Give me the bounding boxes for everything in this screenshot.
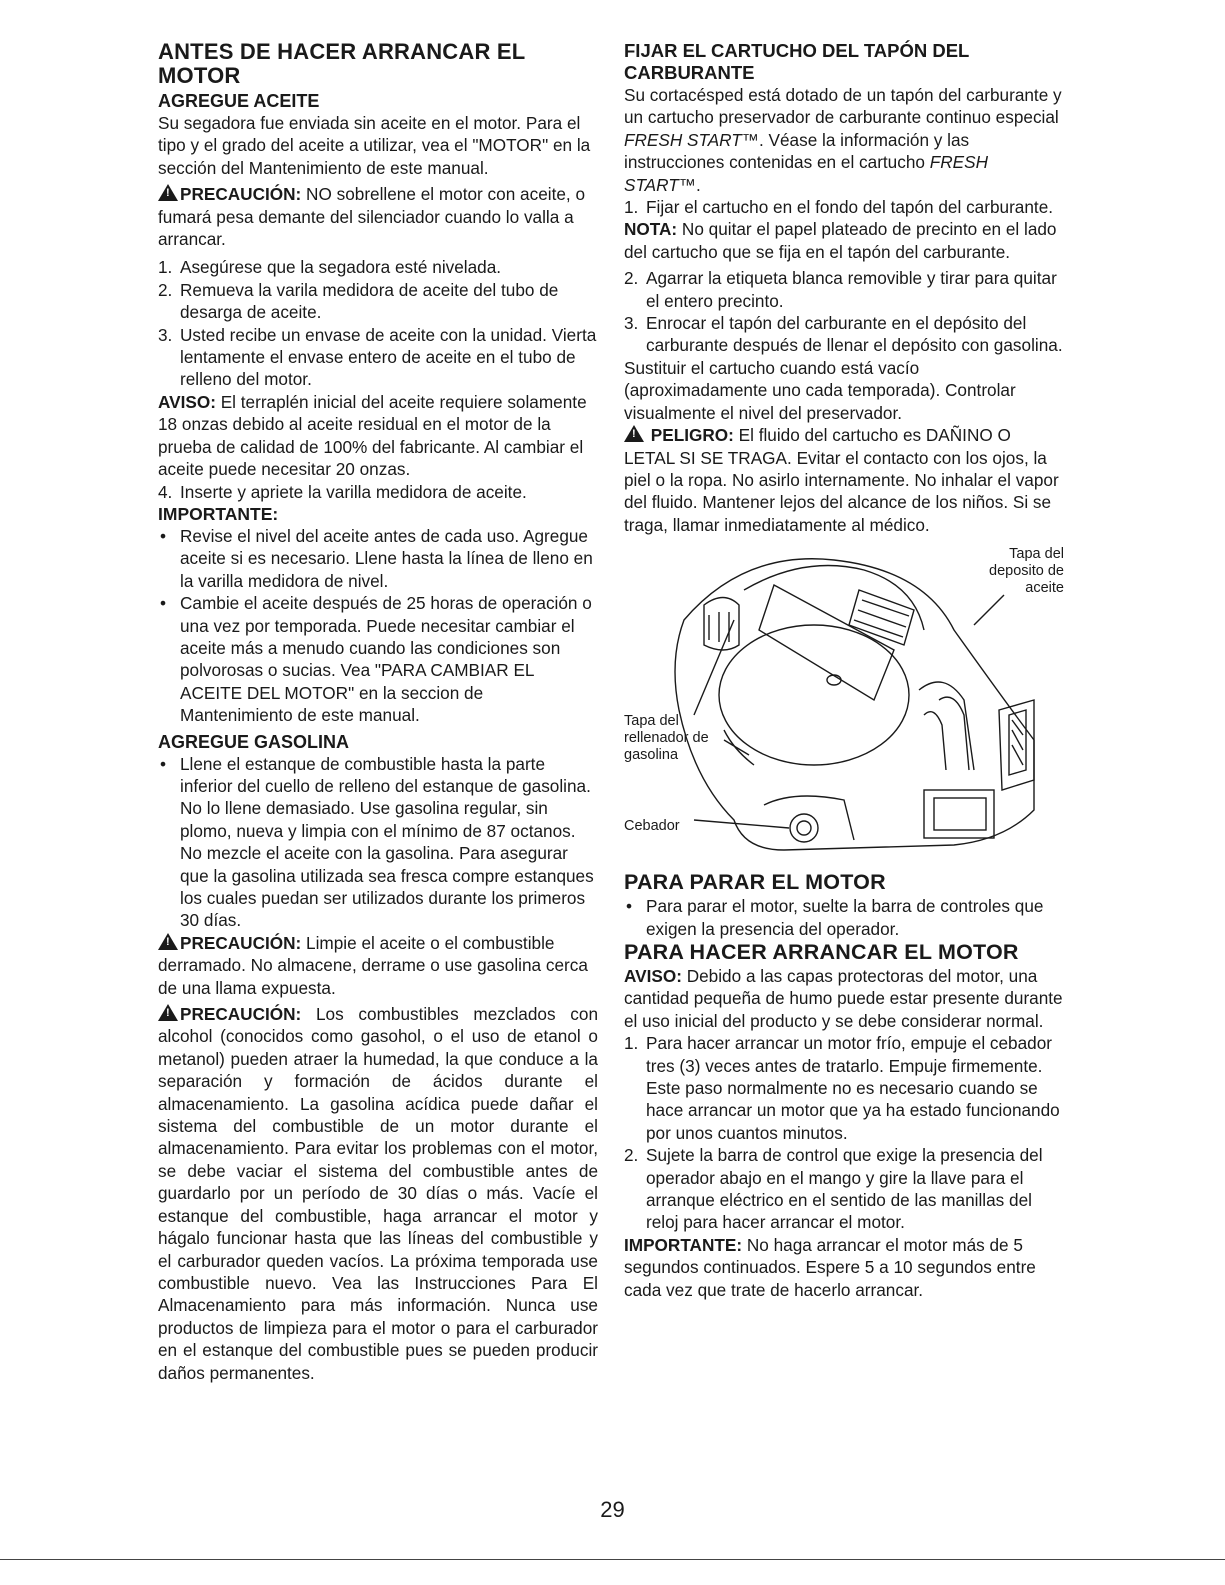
aviso-start xyxy=(624,965,1064,1032)
bullet-item xyxy=(624,895,1064,940)
section-title-before-start: ANTES DE HACER ARRANCAR EL MOTOR xyxy=(158,39,525,88)
important-label: IMPORTANTE: xyxy=(624,1234,743,1255)
step-text: Agarrar la etiqueta blanca removible y tirar para quitar el entero precinto. xyxy=(646,268,1057,311)
label-oil-cap: Tapa del deposito de aceite xyxy=(989,546,1064,597)
danger-label: PELIGRO: xyxy=(650,425,734,446)
important-start xyxy=(624,1234,1064,1301)
step-text: Sujete la barra de control que exige la presencia del operador abajo en el mango y gire la llave para el arranque eléctrico en el sentido de las manillas del reloj para hacer arrancar el motor. xyxy=(646,1145,1043,1233)
warning-icon xyxy=(158,933,178,950)
brand-name: FRESH START™ xyxy=(624,152,988,195)
engine-figure xyxy=(624,546,1064,860)
step-number: 3. xyxy=(158,324,173,345)
step-number: 4. xyxy=(158,481,173,502)
heading-add-oil: AGREGUE ACEITE xyxy=(158,91,320,111)
step-number: 1. xyxy=(158,257,173,278)
step-text: Asegúrese que la segadora esté nivelada. xyxy=(180,257,502,278)
list-item xyxy=(624,1032,1064,1144)
step-number: 3. xyxy=(624,313,639,334)
danger-text: El fluido del cartucho es DAÑINO O LETAL SI SE TRAGA. Evitar el contacto con los ojos, la piel o la ropa. No asirlo internamente. No inhalar el vapor del fluido. Mantener lejos del alcance de los niños. Si se traga, llamar inmediatamente al médico. xyxy=(624,425,1059,535)
page-number: 29 xyxy=(600,1497,625,1522)
brand-name: FRESH START™ xyxy=(624,129,759,150)
list-item xyxy=(158,279,598,324)
step-text: Inserte y apriete la varilla medidora de aceite. xyxy=(180,481,527,502)
replace-cartridge-text: Sustituir el cartucho cuando está vacío (aproximadamente uno cada temporada). Controlar visualmente el nivel del preservador. xyxy=(624,357,1016,423)
list-item xyxy=(158,481,598,503)
bullet-icon: • xyxy=(160,525,167,546)
list-item xyxy=(624,312,1064,357)
aviso-label: AVISO: xyxy=(624,965,682,986)
left-column xyxy=(158,40,598,1384)
step-text: Remueva la varila medidora de aceite del tubo de desarga de aceite. xyxy=(180,279,559,323)
bullet-text: Llene el estanque de combustible hasta la parte inferior del cuello de relleno del estanque de gasolina. No lo llene demasiado. Use gasolina regular, sin plomo, nueva y limpia con el mínimo de 87 octanos. No mezcle el aceite con la gasolina. Para asegurar que la gasolina utilizada sea fresca compre estanques los cuales puedan ser utilizados durante los primeros 30 días. xyxy=(180,753,594,931)
list-item xyxy=(624,267,1064,312)
nota-label: NOTA: xyxy=(624,219,678,240)
cartridge-intro xyxy=(624,84,1064,196)
caution-label: PRECAUCIÓN: xyxy=(180,932,302,953)
aviso-oil xyxy=(158,391,598,481)
step-number: 1. xyxy=(624,1033,639,1054)
step-number: 2. xyxy=(624,268,639,289)
bottom-divider xyxy=(0,1559,1225,1560)
heading-start-engine: PARA HACER ARRANCAR EL MOTOR xyxy=(624,939,1019,964)
bullet-icon: • xyxy=(626,896,633,917)
caution-text: Limpie el aceite o el combustible derramado. No almacene, derrame o use gasolina cerca de una llama expuesta. xyxy=(158,932,588,998)
step-text: Enrocar el tapón del carburante en el depósito del carburante después de llenar el depósito con gasolina. xyxy=(646,313,1063,356)
heading-fuel-cap-cartridge: FIJAR EL CARTUCHO DEL TAPÓN DEL CARBURANTE xyxy=(624,40,970,83)
list-item xyxy=(624,196,1064,218)
bullet-icon: • xyxy=(160,593,167,614)
intro-text: . Véase la información y las instrucciones contenidas en el cartucho xyxy=(624,129,970,173)
bullet-text: Revise el nivel del aceite antes de cada uso. Agregue aceite si es necesario. Llene hasta la línea de lleno en la varilla medidora de nivel. xyxy=(180,525,593,591)
step-number: 1. xyxy=(624,197,639,218)
step-number: 2. xyxy=(624,1145,639,1166)
heading-stop-engine: PARA PARAR EL MOTOR xyxy=(624,870,886,895)
step-text: Para hacer arrancar un motor frío, empuje el cebador tres (3) veces antes de tratarlo. Empuje firmemente. Este paso normalmente no es necesario cuando se hace arrancar un motor que ya ha estado funcionando por unos cuantos minutos. xyxy=(646,1033,1060,1143)
nota xyxy=(624,218,1064,263)
list-item xyxy=(158,256,598,278)
danger-warning xyxy=(624,424,1064,536)
label-fuel-cap: Tapa del rellenador de gasolina xyxy=(624,713,709,764)
heading-add-gas: AGREGUE GASOLINA xyxy=(158,731,350,752)
oil-intro: Su segadora fue enviada sin aceite en el motor. Para el tipo y el grado del aceite a utilizar, vea el "MOTOR" en la sección del Mantenimiento de este manual. xyxy=(158,113,591,178)
caution-text: Los combustibles mezclados con alcohol (conocidos como gasohol, o el uso de etanol o metanol) pueden atraer la humedad, la que conduce a la separación y formación de ácidos durante el almacenamiento. La gasolina acídica puede dañar el sistema del combustible de un motor durante el almacenamiento. Para evitar los problemas con el motor, se debe vaciar el sistema del combustible antes de guardarlo por un período de 30 días o más. Vacíe el estanque del combustible, haga arrancar el motor y hágalo funcionar hasta que las líneas del combustible y el carburador queden vacíos. La próxima temporada use combustible nuevo. Vea las Instrucciones Para El Almacenamiento para más información. Nunca use productos de limpieza para el motor o para el carburador en el estanque del combustible pues se pueden producir daños permanentes. xyxy=(158,1004,598,1383)
warning-icon xyxy=(158,1004,178,1021)
aviso-label: AVISO: xyxy=(158,391,216,412)
step-number: 2. xyxy=(158,279,173,300)
caution-label: PRECAUCIÓN: xyxy=(180,1004,302,1025)
warning-icon xyxy=(624,425,644,442)
bullet-text: Cambie el aceite después de 25 horas de operación o una vez por temporada. Puede necesitar cambiar el aceite más a menudo cuando las condiciones son polvorosas o sucias. Vea "PARA CAMBIAR EL ACEITE DEL MOTOR" en la seccion de Mantenimiento de este manual. xyxy=(180,593,592,726)
list-item xyxy=(158,324,598,391)
right-column xyxy=(624,40,1064,1301)
bullet-item xyxy=(158,592,598,726)
step-text: Fijar el cartucho en el fondo del tapón del carburante. xyxy=(646,197,1054,218)
aviso-text: El terraplén inicial del aceite requiere solamente 18 onzas debido al aceite residual en el motor de la prueba de calidad de 100% del fabricante. Al cambiar el aceite puede necesitar 20 onzas. xyxy=(158,391,587,480)
caution-label: PRECAUCIÓN: xyxy=(180,184,302,205)
label-primer: Cebador xyxy=(624,818,680,835)
caution-overfill xyxy=(158,183,598,250)
warning-icon xyxy=(158,184,178,201)
intro-text: . xyxy=(695,174,701,195)
bullet-text: Para parar el motor, suelte la barra de controles que exigen la presencia del operador. xyxy=(646,896,1044,939)
aviso-text: Debido a las capas protectoras del motor, una cantidad pequeña de humo puede estar presente durante el uso inicial del producto y se debe considerar normal. xyxy=(624,965,1063,1031)
intro-text: Su cortacésped está dotado de un tapón del carburante y un cartucho preservador de carburante continuo especial xyxy=(624,85,1062,128)
important-label: IMPORTANTE: xyxy=(158,503,279,524)
bullet-item xyxy=(158,753,598,932)
caution-spill xyxy=(158,932,598,999)
nota-text: No quitar el papel plateado de precinto en el lado del cartucho que se fija en el tapón del carburante. xyxy=(624,219,1057,262)
list-item xyxy=(624,1144,1064,1234)
important-text: No haga arrancar el motor más de 5 segundos continuados. Espere 5 a 10 segundos entre cada vez que trate de hacerlo arrancar. xyxy=(624,1234,1036,1300)
bullet-item xyxy=(158,525,598,592)
caution-text: NO sobrellene el motor con aceite, o fumará pesa demante del silenciador cuando lo valla a arrancar. xyxy=(158,184,586,250)
caution-alcohol-fuel xyxy=(158,1003,598,1384)
bullet-icon: • xyxy=(160,753,167,774)
step-text: Usted recibe un envase de aceite con la unidad. Vierta lentamente el envase entero de aceite en el tubo de relleno del motor. xyxy=(180,324,597,390)
